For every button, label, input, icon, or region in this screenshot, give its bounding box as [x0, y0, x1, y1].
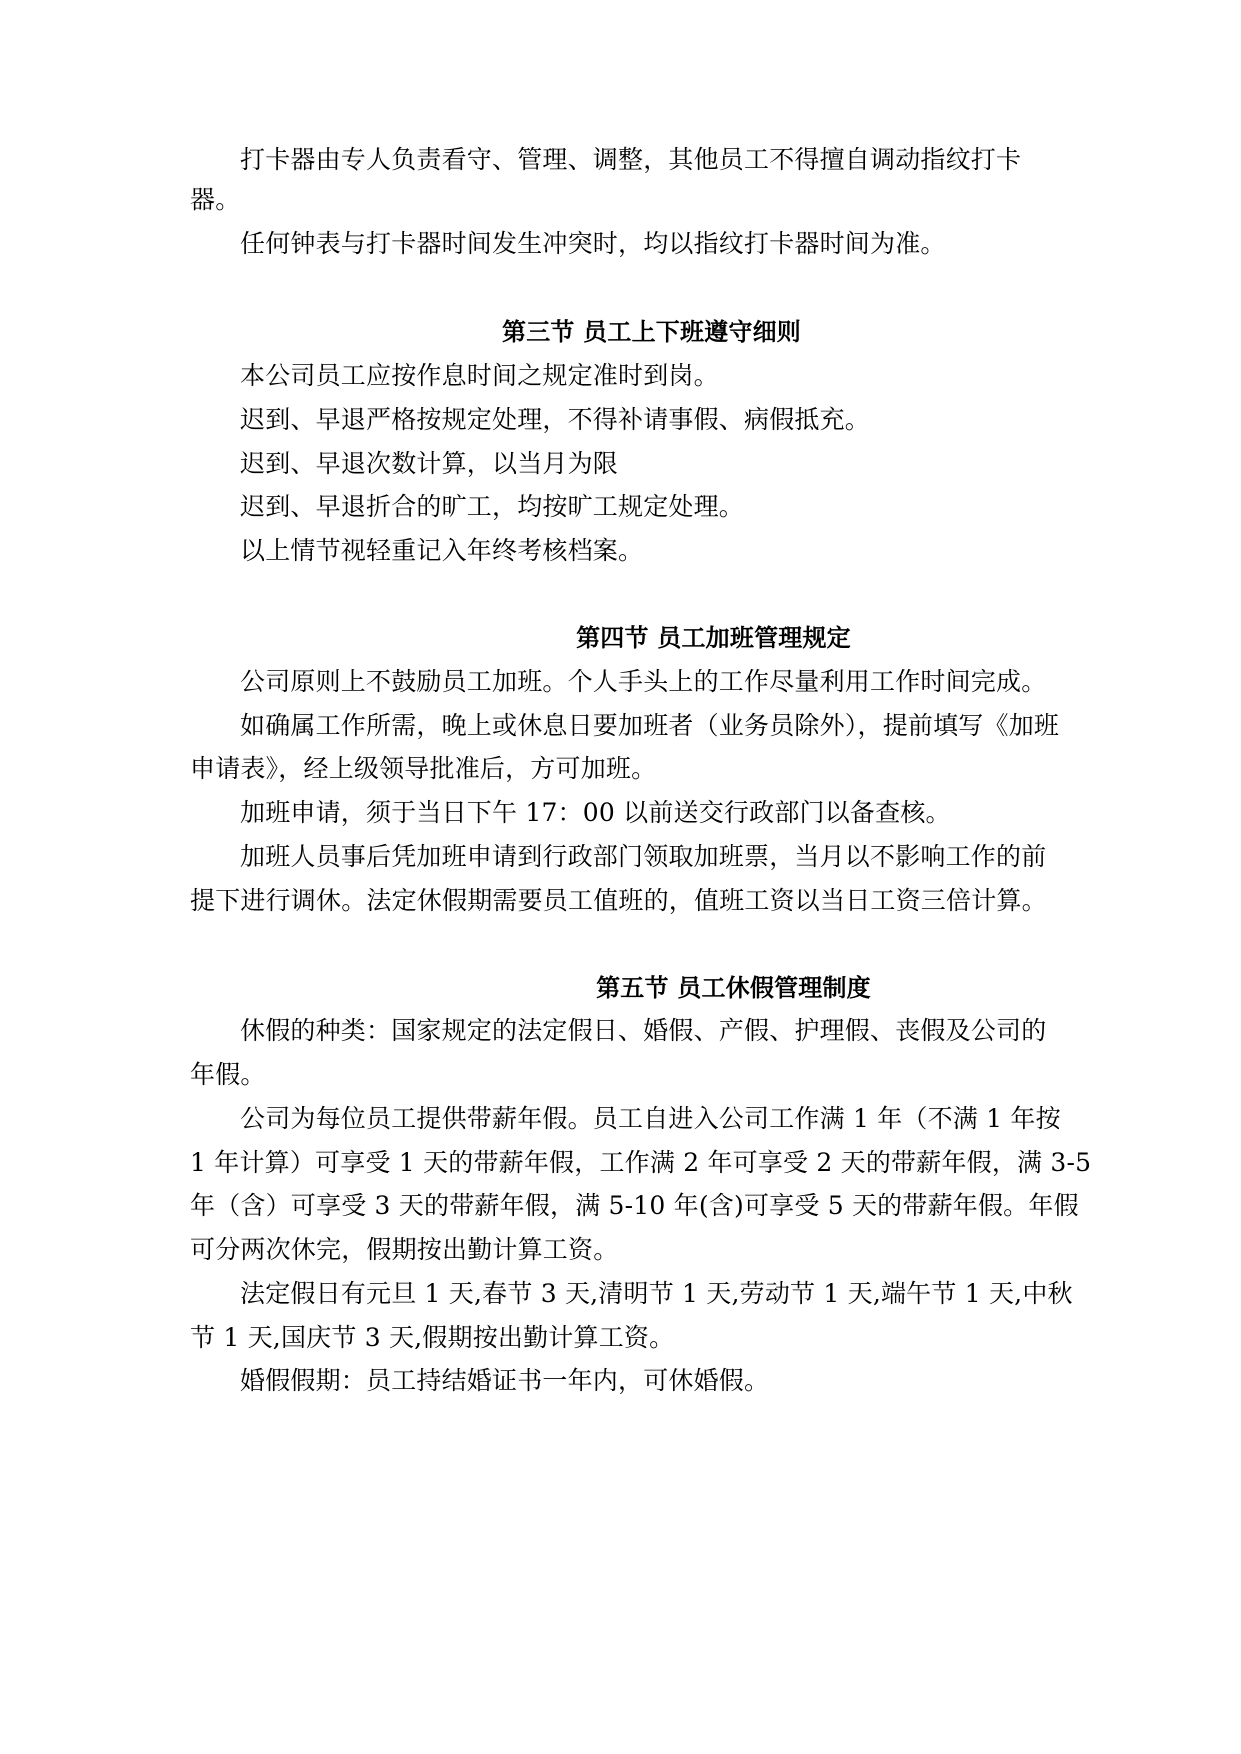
paragraph-line: 任何钟表与打卡器时间发生冲突时，均以指纹打卡器时间为准。: [240, 229, 946, 258]
section-3-item: 迟到、早退严格按规定处理，不得补请事假、病假抵充。: [240, 405, 871, 434]
section-5-line: 休假的种类：国家规定的法定假日、婚假、产假、护理假、丧假及公司的: [240, 1016, 1047, 1045]
section-5-line: 节 1 天,国庆节 3 天,假期按出勤计算工资。: [190, 1323, 675, 1352]
section-5-line: 年假。: [190, 1060, 266, 1089]
paragraph-line: 打卡器由专人负责看守、管理、调整，其他员工不得擅自调动指纹打卡: [240, 145, 1022, 174]
section-5-line: 法定假日有元旦 1 天,春节 3 天,清明节 1 天,劳动节 1 天,端午节 1 天,中秋: [240, 1279, 1073, 1308]
section-3-item: 本公司员工应按作息时间之规定准时到岗。: [240, 361, 719, 390]
section-4-line: 申请表》，经上级领导批准后，方可加班。: [190, 754, 657, 783]
section-4-line: 加班人员事后凭加班申请到行政部门领取加班票，当月以不影响工作的前: [240, 842, 1047, 871]
section-5-line: 1 年计算）可享受 1 天的带薪年假，工作满 2 年可享受 2 天的带薪年假，满 3-5: [190, 1148, 1092, 1177]
section-5-title: 第五节 员工休假管理制度: [596, 973, 871, 1002]
section-4-line: 加班申请，须于当日下午 17：00 以前送交行政部门以备查核。: [240, 798, 951, 827]
section-4-title: 第四节 员工加班管理规定: [576, 623, 851, 652]
paragraph-line: 器。: [190, 185, 241, 214]
section-4-line: 如确属工作所需，晚上或休息日要加班者（业务员除外），提前填写《加班: [240, 711, 1060, 740]
section-3-item: 以上情节视轻重记入年终考核档案。: [240, 536, 644, 565]
section-4-line: 提下进行调休。法定休假期需要员工值班的，值班工资以当日工资三倍计算。: [190, 886, 1047, 915]
section-5-line: 年（含）可享受 3 天的带薪年假，满 5-10 年(含)可享受 5 天的带薪年假。年假: [190, 1191, 1079, 1220]
section-3-title: 第三节 员工上下班遵守细则: [502, 317, 801, 346]
section-5-line: 婚假假期：员工持结婚证书一年内，可休婚假。: [240, 1366, 770, 1395]
section-4-line: 公司原则上不鼓励员工加班。个人手头上的工作尽量利用工作时间完成。: [240, 667, 1047, 696]
section-3-item: 迟到、早退次数计算，以当月为限: [240, 449, 619, 478]
section-5-line: 公司为每位员工提供带薪年假。员工自进入公司工作满 1 年（不满 1 年按: [240, 1104, 1061, 1133]
section-5-line: 可分两次休完，假期按出勤计算工资。: [190, 1235, 619, 1264]
section-3-item: 迟到、早退折合的旷工，均按旷工规定处理。: [240, 492, 745, 521]
